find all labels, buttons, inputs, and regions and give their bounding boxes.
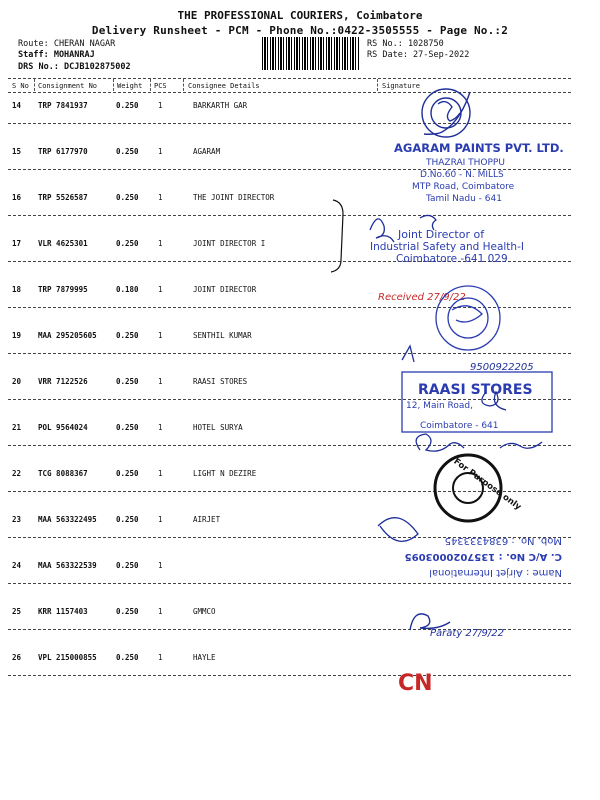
agaram-stamp-line: THAZRAI THOPPU: [426, 158, 505, 168]
initials-mark: CN: [398, 671, 433, 696]
handwritten-sign: Paraty 27/9/22: [430, 628, 504, 639]
row-sno: 23: [12, 515, 22, 524]
row-consignment-no: MAA 295205605: [38, 331, 97, 340]
row-pcs: 1: [158, 101, 163, 110]
row-weight: 0.250: [116, 515, 139, 524]
row-consignment-no: VRR 7122526: [38, 377, 88, 386]
joint-director-stamp-line: Joint Director of: [398, 228, 485, 241]
row-consignment-no: POL 9564024: [38, 423, 88, 432]
row-sno: 22: [12, 469, 22, 478]
row-consignment-no: MAA 563322495: [38, 515, 97, 524]
row-consignee: BARKARTH GAR: [193, 101, 248, 110]
row-consignee: HOTEL SURYA: [193, 423, 243, 432]
col-consignee: Consignee Details: [188, 82, 260, 90]
agaram-stamp-line: D.No.60 - N. MILLS: [420, 170, 504, 180]
row-pcs: 1: [158, 423, 163, 432]
row-weight: 0.250: [116, 331, 139, 340]
row-pcs: 1: [158, 515, 163, 524]
handwritten-phone: 9500922205: [470, 362, 534, 373]
row-consignment-no: TRP 7879995: [38, 285, 88, 294]
table-row: [0, 343, 600, 389]
company-title: THE PROFESSIONAL COURIERS, Coimbatore: [177, 9, 423, 22]
row-consignee: AIRJET: [193, 515, 221, 524]
row-pcs: 1: [158, 469, 163, 478]
airjet-stamp-line: Mob. No. : 6384333345: [444, 535, 562, 546]
row-sno: 21: [12, 423, 22, 432]
route-label: Route: CHERAN NAGAR: [18, 39, 116, 49]
table-row: [0, 389, 600, 435]
col-consignment: Consignment No: [38, 82, 98, 90]
table-row: [0, 481, 600, 527]
airjet-stamp-line: C. A/C No. : 1357020003095: [404, 551, 562, 562]
table-row: [0, 113, 600, 159]
row-consignee: RAASI STORES: [193, 377, 248, 386]
agaram-stamp-line: MTP Road, Coimbatore: [412, 182, 515, 192]
row-pcs: 1: [158, 239, 163, 248]
agaram-stamp-line: Tamil Nadu - 641: [426, 194, 502, 204]
rs-date: RS Date: 27-Sep-2022: [367, 50, 470, 60]
table-row: [0, 205, 600, 251]
row-pcs: 1: [158, 607, 163, 616]
drs-number: DRS No.: DCJB102875002: [18, 62, 131, 72]
col-pcs: PCS: [154, 82, 167, 90]
table-row: [0, 251, 600, 297]
airjet-stamp-line: Name : Airjet International: [429, 567, 562, 578]
row-consignment-no: TRP 7841937: [38, 101, 88, 110]
barcode: [262, 37, 360, 70]
row-consignment-no: TRP 5526587: [38, 193, 88, 202]
row-sno: 16: [12, 193, 22, 202]
row-divider: [8, 675, 571, 676]
raasi-stamp-line: Coimbatore - 641: [420, 421, 499, 431]
row-consignment-no: TCG 8088367: [38, 469, 88, 478]
row-pcs: 1: [158, 561, 163, 570]
row-consignment-no: TRP 6177970: [38, 147, 88, 156]
row-sno: 14: [12, 101, 22, 110]
row-pcs: 1: [158, 653, 163, 662]
runsheet-title: Delivery Runsheet - PCM - Phone No.:0422-3505555 - Page No.:2: [91, 24, 509, 37]
table-row: [0, 619, 600, 665]
row-pcs: 1: [158, 147, 163, 156]
row-weight: 0.250: [116, 101, 139, 110]
row-weight: 0.250: [116, 561, 139, 570]
staff-label: Staff: MOHANRAJ: [18, 50, 95, 60]
row-consignee: SENTHIL KUMAR: [193, 331, 252, 340]
raasi-stamp-line: 12, Main Road,: [406, 401, 473, 411]
row-consignee: THE JOINT DIRECTOR: [193, 193, 275, 202]
row-consignee: HAYLE: [193, 653, 216, 662]
row-consignee: JOINT DIRECTOR I: [193, 239, 266, 248]
row-consignment-no: KRR 1157403: [38, 607, 88, 616]
row-weight: 0.180: [116, 285, 139, 294]
handwritten-received: Received 27/9/22: [378, 292, 466, 303]
table-row: [0, 159, 600, 205]
row-sno: 18: [12, 285, 22, 294]
col-weight: Weight: [117, 82, 143, 90]
row-weight: 0.250: [116, 239, 139, 248]
row-pcs: 1: [158, 193, 163, 202]
row-weight: 0.250: [116, 193, 139, 202]
table-row: [0, 527, 600, 573]
row-weight: 0.250: [116, 607, 139, 616]
col-sno: S No: [12, 82, 29, 90]
row-consignee: JOINT DIRECTOR: [193, 285, 257, 294]
agaram-stamp-name: AGARAM PAINTS PVT. LTD.: [394, 141, 564, 155]
row-weight: 0.250: [116, 147, 139, 156]
table-row: [0, 67, 600, 113]
row-weight: 0.250: [116, 653, 139, 662]
row-sno: 15: [12, 147, 22, 156]
row-pcs: 1: [158, 331, 163, 340]
joint-director-stamp-line: Industrial Safety and Health-I: [370, 241, 524, 253]
row-sno: 24: [12, 561, 22, 570]
row-consignment-no: VPL 215000855: [38, 653, 97, 662]
raasi-stamp-line: RAASI STORES: [418, 382, 533, 398]
round-stamp-text: For Purpose only: [451, 456, 523, 513]
row-sno: 19: [12, 331, 22, 340]
row-pcs: 1: [158, 285, 163, 294]
row-weight: 0.250: [116, 469, 139, 478]
row-sno: 20: [12, 377, 22, 386]
row-consignment-no: VLR 4625301: [38, 239, 88, 248]
row-pcs: 1: [158, 377, 163, 386]
table-row: [0, 435, 600, 481]
table-row: [0, 573, 600, 619]
row-sno: 17: [12, 239, 22, 248]
row-sno: 25: [12, 607, 22, 616]
row-consignee: AGARAM: [193, 147, 221, 156]
row-weight: 0.250: [116, 423, 139, 432]
row-consignee: LIGHT N DEZIRE: [193, 469, 257, 478]
row-consignment-no: MAA 563322539: [38, 561, 97, 570]
row-weight: 0.250: [116, 377, 139, 386]
row-sno: 26: [12, 653, 22, 662]
row-consignee: GMMCO: [193, 607, 216, 616]
joint-director-stamp-line: Coimbatore -641 029: [396, 253, 508, 265]
rs-number: RS No.: 1028750: [367, 39, 444, 49]
table-row: [0, 297, 600, 343]
col-signature: Signature: [382, 82, 420, 90]
